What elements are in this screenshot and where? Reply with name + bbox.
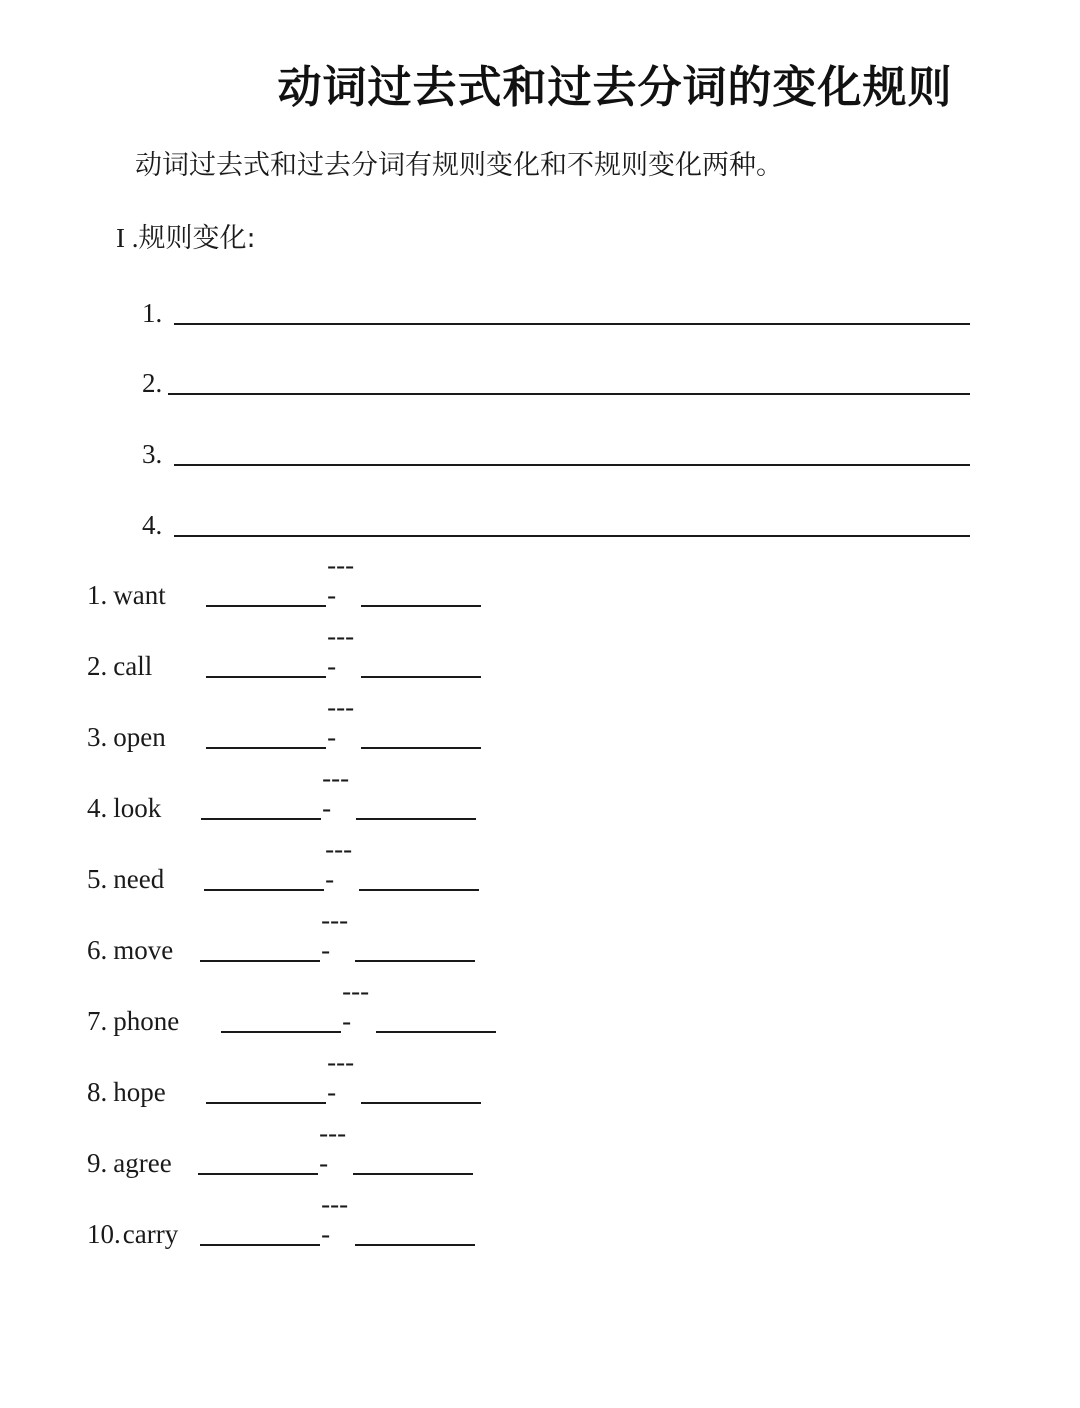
separator: ---- <box>321 1189 349 1249</box>
past-tense-blank[interactable] <box>206 650 326 678</box>
section-heading <box>116 218 256 259</box>
verb-answer <box>206 550 481 610</box>
verb-row-8 <box>87 1047 355 1107</box>
verb-word: phone <box>113 1006 180 1036</box>
past-tense-blank[interactable] <box>204 863 324 891</box>
separator: ---- <box>342 976 370 1036</box>
verb-number: 4. <box>87 793 108 823</box>
verb-row-5 <box>87 834 353 894</box>
past-tense-blank[interactable] <box>201 792 321 820</box>
page-title: 动词过去式和过去分词的变化规则 <box>277 62 953 113</box>
separator: ---- <box>327 692 355 752</box>
verb-word: carry <box>122 1219 179 1249</box>
rule-line-3 <box>142 429 970 469</box>
rule-line-4 <box>142 500 970 540</box>
verb-answer <box>200 905 475 965</box>
rule-blank[interactable] <box>168 365 970 395</box>
verb-word: need <box>113 864 165 894</box>
past-participle-blank[interactable] <box>356 792 476 820</box>
verb-row-3 <box>87 692 355 752</box>
separator: ---- <box>327 1047 355 1107</box>
past-participle-blank[interactable] <box>361 650 481 678</box>
rule-line-2 <box>142 358 970 398</box>
verb-number: 5. <box>87 864 108 894</box>
verb-word: want <box>113 580 166 610</box>
verb-number: 6. <box>87 935 108 965</box>
past-participle-blank[interactable] <box>376 1005 496 1033</box>
verb-row-9 <box>87 1118 347 1178</box>
rule-blank[interactable] <box>174 295 970 325</box>
verb-word: move <box>113 935 174 965</box>
rule-number: 2. <box>142 368 163 398</box>
separator: ---- <box>321 905 349 965</box>
past-tense-blank[interactable] <box>221 1005 341 1033</box>
past-tense-blank[interactable] <box>206 721 326 749</box>
verb-answer <box>201 763 476 823</box>
verb-answer <box>198 1118 473 1178</box>
verb-number: 7. <box>87 1006 108 1036</box>
section-numeral: I . <box>116 223 139 253</box>
past-participle-blank[interactable] <box>353 1147 473 1175</box>
verb-number: 10. <box>87 1219 121 1249</box>
verb-answer <box>206 692 481 752</box>
past-participle-blank[interactable] <box>361 1076 481 1104</box>
verb-number: 1. <box>87 580 108 610</box>
separator: ---- <box>319 1118 347 1178</box>
separator: ---- <box>322 763 350 823</box>
past-tense-blank[interactable] <box>200 1218 320 1246</box>
verb-row-1 <box>87 550 355 610</box>
past-participle-blank[interactable] <box>355 934 475 962</box>
verb-answer <box>221 976 496 1036</box>
past-participle-blank[interactable] <box>361 579 481 607</box>
past-tense-blank[interactable] <box>206 1076 326 1104</box>
rule-line-1 <box>142 288 970 328</box>
verb-row-4 <box>87 763 350 823</box>
intro-text: 动词过去式和过去分词有规则变化和不规则变化两种。 <box>135 150 783 181</box>
past-tense-blank[interactable] <box>206 579 326 607</box>
verb-word: call <box>113 651 153 681</box>
verb-row-6 <box>87 905 349 965</box>
rule-blank[interactable] <box>174 436 970 466</box>
past-participle-blank[interactable] <box>359 863 479 891</box>
verb-row-7 <box>87 976 370 1036</box>
verb-word: hope <box>113 1077 166 1107</box>
past-participle-blank[interactable] <box>361 721 481 749</box>
section-label: 规则变化: <box>138 223 256 254</box>
verb-answer <box>204 834 479 894</box>
verb-answer <box>206 1047 481 1107</box>
past-participle-blank[interactable] <box>355 1218 475 1246</box>
verb-word: look <box>113 793 162 823</box>
separator: ---- <box>327 621 355 681</box>
past-tense-blank[interactable] <box>198 1147 318 1175</box>
verb-number: 9. <box>87 1148 108 1178</box>
verb-number: 2. <box>87 651 108 681</box>
verb-word: open <box>113 722 166 752</box>
verb-word: agree <box>113 1148 172 1178</box>
separator: ---- <box>327 550 355 610</box>
rule-number: 3. <box>142 439 163 469</box>
rule-number: 1. <box>142 298 163 328</box>
separator: ---- <box>325 834 353 894</box>
rule-blank[interactable] <box>174 507 970 537</box>
verb-number: 3. <box>87 722 108 752</box>
past-tense-blank[interactable] <box>200 934 320 962</box>
verb-answer <box>200 1189 475 1249</box>
verb-answer <box>206 621 481 681</box>
rule-number: 4. <box>142 510 163 540</box>
verb-number: 8. <box>87 1077 108 1107</box>
verb-row-2 <box>87 621 355 681</box>
verb-row-10 <box>87 1189 349 1249</box>
